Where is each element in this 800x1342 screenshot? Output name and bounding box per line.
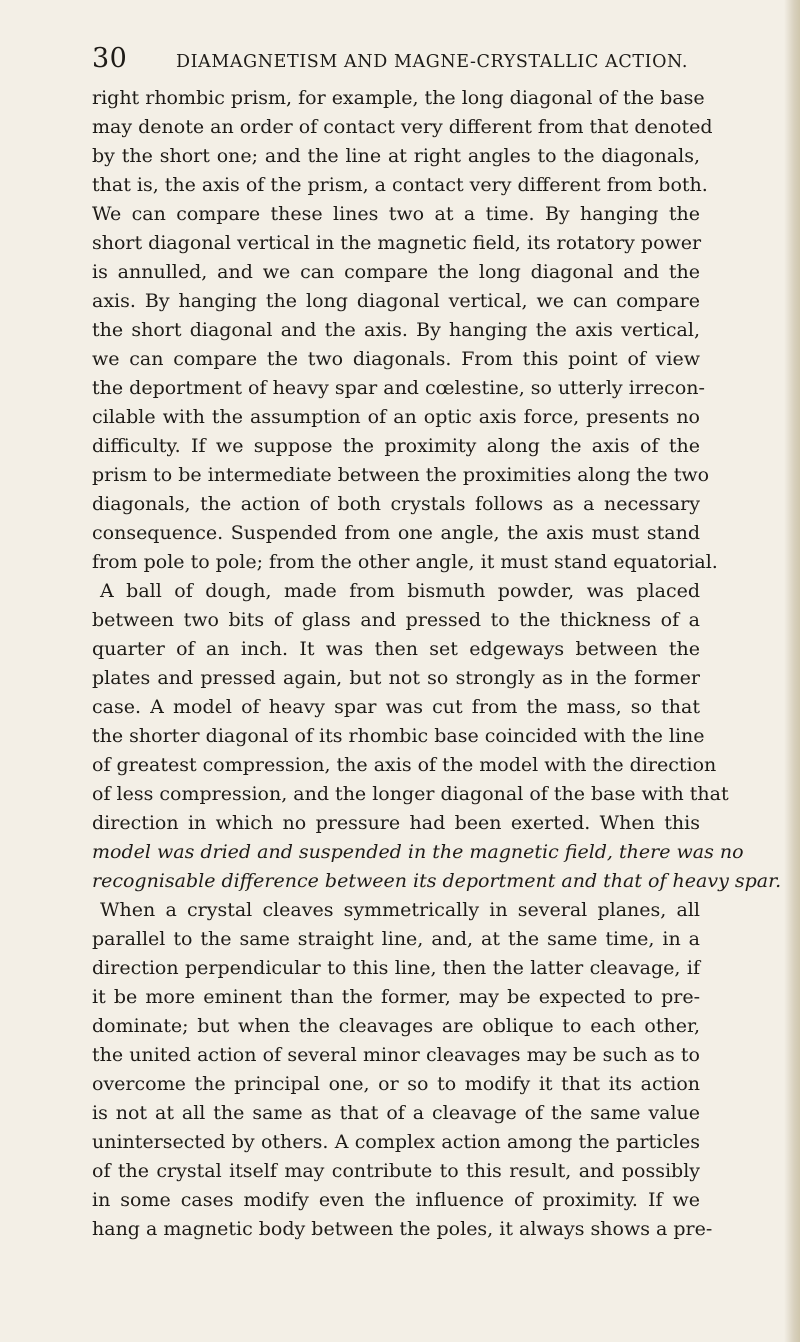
text-line: we can compare the two diagonals. From this point of view xyxy=(92,348,700,370)
text-line: is not at all the same as that of a cleavage of the same value xyxy=(92,1102,700,1124)
text-line: by the short one; and the line at right angles to the diagonals, xyxy=(92,145,700,167)
text-line: hang a magnetic body between the poles, it always shows a pre- xyxy=(92,1218,713,1240)
text-line: of greatest compression, the axis of the model with the direction xyxy=(92,754,717,776)
text-line: of the crystal itself may contribute to this result, and possibly xyxy=(92,1160,700,1182)
text-line: the deportment of heavy spar and cœlestine, so utterly irrecon- xyxy=(92,377,705,399)
text-line: prism to be intermediate between the proximities along the two xyxy=(92,464,710,486)
text-line: short diagonal vertical in the magnetic field, its rotatory power xyxy=(92,232,702,254)
text-line: parallel to the same straight line, and, at the same time, in a xyxy=(92,928,700,950)
running-head xyxy=(92,42,692,76)
text-line: may denote an order of contact very different from that denoted xyxy=(92,116,713,138)
text-line: direction perpendicular to this line, then the latter cleavage, if xyxy=(92,957,700,979)
running-title: DIAMAGNETISM AND MAGNE-CRYSTALLIC ACTION. xyxy=(176,52,689,72)
text-line: direction in which no pressure had been exerted. When this xyxy=(92,812,700,834)
body-text xyxy=(92,84,782,1244)
text-line: is annulled, and we can compare the long diagonal and the xyxy=(92,261,700,283)
text-line: quarter of an inch. It was then set edgeways between the xyxy=(92,638,700,660)
page-number: 30 xyxy=(92,43,128,74)
text-line: cilable with the assumption of an optic axis force, presents no xyxy=(92,406,700,428)
text-line: plates and pressed again, but not so strongly as in the former xyxy=(92,667,700,689)
paragraph-start-line: A ball of dough, made from bismuth powder, was placed xyxy=(100,580,700,602)
text-line: that is, the axis of the prism, a contact very different from both. xyxy=(92,174,708,196)
text-line: it be more eminent than the former, may be expected to pre- xyxy=(92,986,700,1008)
text-line: of less compression, and the longer diagonal of the base with that xyxy=(92,783,729,805)
text-line: difficulty. If we suppose the proximity along the axis of the xyxy=(92,435,700,457)
text-line: unintersected by others. A complex action among the particles xyxy=(92,1131,700,1153)
text-line: We can compare these lines two at a time. By hanging the xyxy=(92,203,700,225)
text-line: diagonals, the action of both crystals follows as a necessary xyxy=(92,493,700,515)
text-line: overcome the principal one, or so to modify it that its action xyxy=(92,1073,700,1095)
text-line: the united action of several minor cleavages may be such as to xyxy=(92,1044,700,1066)
page-edge-shadow xyxy=(784,0,800,1342)
text-line: consequence. Suspended from one angle, the axis must stand xyxy=(92,522,700,544)
text-line: axis. By hanging the long diagonal vertical, we can compare xyxy=(92,290,700,312)
text-line: between two bits of glass and pressed to the thickness of a xyxy=(92,609,700,631)
text-line: right rhombic prism, for example, the long diagonal of the base xyxy=(92,87,705,109)
text-line: dominate; but when the cleavages are oblique to each other, xyxy=(92,1015,700,1037)
text-line: in some cases modify even the influence of proximity. If we xyxy=(92,1189,700,1211)
text-line: the short diagonal and the axis. By hanging the axis vertical, xyxy=(92,319,700,341)
text-line: case. A model of heavy spar was cut from the mass, so that xyxy=(92,696,700,718)
text-line: the shorter diagonal of its rhombic base coincided with the line xyxy=(92,725,705,747)
italic-paragraph-end-line: recognisable difference between its deportment and that of heavy spar. xyxy=(92,870,782,892)
italic-text-line: model was dried and suspended in the magnetic field, there was no xyxy=(92,841,744,863)
paragraph-end-line: from pole to pole; from the other angle, it must stand equatorial. xyxy=(92,551,718,573)
paragraph-start-line: When a crystal cleaves symmetrically in several planes, all xyxy=(100,899,700,921)
